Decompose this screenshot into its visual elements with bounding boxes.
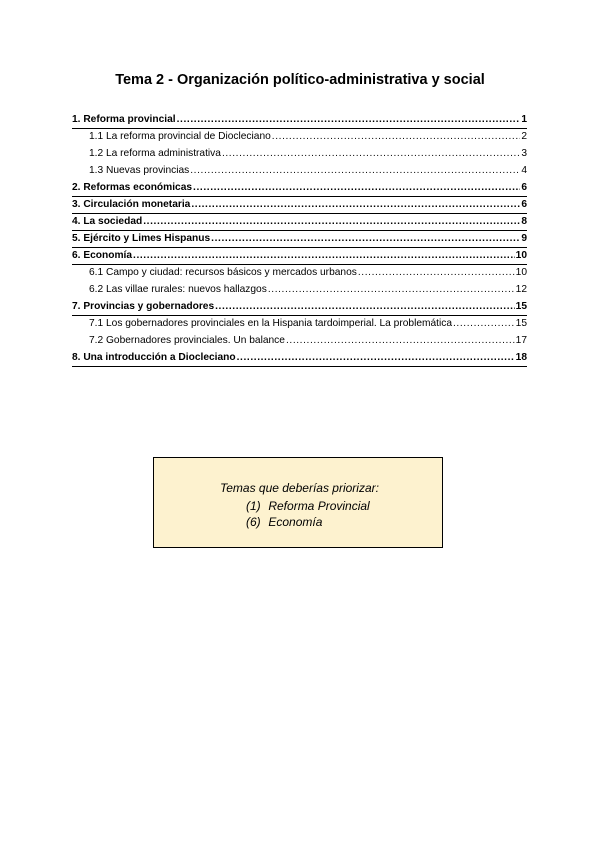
note-title: Temas que deberías priorizar: [220, 481, 379, 495]
toc-leader-dots [133, 248, 515, 264]
toc-subentry[interactable] [72, 265, 527, 282]
toc-entry-page: 3 [521, 148, 527, 159]
toc-entry-label: 6.2 Las villae rurales: nuevos hallazgos [89, 284, 267, 295]
toc-entry-label: 7. Provincias y gobernadores [72, 301, 215, 312]
toc-leader-dots [272, 129, 521, 145]
toc-subentry[interactable] [72, 316, 527, 333]
toc-entry-label: 5. Ejército y Limes Hispanus [72, 233, 211, 244]
priority-note-box [153, 457, 443, 548]
toc-entry-page: 6 [521, 199, 527, 210]
toc-entry[interactable] [72, 299, 527, 316]
page-title: Tema 2 - Organización político-administrativa y social [115, 72, 485, 88]
table-of-contents [72, 112, 527, 367]
toc-entry-page: 10 [515, 250, 527, 261]
toc-leader-dots [143, 214, 520, 230]
toc-entry-page: 9 [521, 233, 527, 244]
toc-entry-page: 10 [515, 267, 527, 278]
toc-subentry[interactable] [72, 282, 527, 299]
list-item [246, 514, 370, 530]
toc-entry-label: 7.2 Gobernadores provinciales. Un balance [89, 335, 285, 346]
toc-subentry[interactable] [72, 163, 527, 180]
toc-leader-dots [222, 146, 520, 162]
toc-entry-label: 2. Reformas económicas [72, 182, 193, 193]
toc-entry[interactable] [72, 214, 527, 231]
toc-entry[interactable] [72, 197, 527, 214]
toc-leader-dots [211, 231, 520, 247]
toc-entry-label: 8. Una introducción a Diocleciano [72, 352, 236, 363]
toc-entry-label: 1.2 La reforma administrativa [89, 148, 221, 159]
toc-entry-page: 4 [521, 165, 527, 176]
priority-topics-list [246, 498, 370, 530]
toc-leader-dots [286, 333, 515, 349]
toc-entry-page: 2 [521, 131, 527, 142]
toc-leader-dots [268, 282, 515, 298]
list-item-number: (1) [246, 499, 261, 513]
toc-entry[interactable] [72, 350, 527, 367]
list-item-number: (6) [246, 515, 261, 529]
toc-entry[interactable] [72, 248, 527, 265]
toc-entry-label: 7.1 Los gobernadores provinciales en la Hispania tardoimperial. La problemática [89, 318, 452, 329]
toc-leader-dots [358, 265, 515, 281]
toc-subentry[interactable] [72, 129, 527, 146]
toc-entry-page: 17 [515, 335, 527, 346]
list-item-text: Economía [268, 515, 323, 529]
toc-leader-dots [215, 299, 515, 315]
toc-entry-label: 1. Reforma provincial [72, 114, 176, 125]
toc-leader-dots [237, 350, 515, 366]
toc-entry-label: 3. Circulación monetaria [72, 199, 191, 210]
toc-leader-dots [193, 180, 520, 196]
toc-leader-dots [453, 316, 515, 332]
toc-entry-page: 15 [515, 301, 527, 312]
toc-entry-label: 6. Economía [72, 250, 133, 261]
toc-entry-page: 6 [521, 182, 527, 193]
toc-entry-page: 1 [521, 114, 527, 125]
toc-leader-dots [191, 197, 520, 213]
toc-entry-label: 1.1 La reforma provincial de Diocleciano [89, 131, 271, 142]
toc-entry-label: 6.1 Campo y ciudad: recursos básicos y mercados urbanos [89, 267, 357, 278]
toc-entry-page: 18 [515, 352, 527, 363]
toc-leader-dots [177, 112, 521, 128]
toc-entry[interactable] [72, 180, 527, 197]
toc-entry[interactable] [72, 112, 527, 129]
toc-entry-page: 12 [515, 284, 527, 295]
toc-entry-page: 8 [521, 216, 527, 227]
list-item [246, 498, 370, 514]
toc-entry-label: 1.3 Nuevas provincias [89, 165, 190, 176]
toc-subentry[interactable] [72, 333, 527, 350]
toc-entry[interactable] [72, 231, 527, 248]
toc-subentry[interactable] [72, 146, 527, 163]
toc-leader-dots [190, 163, 520, 179]
toc-entry-page: 15 [515, 318, 527, 329]
list-item-text: Reforma Provincial [268, 499, 370, 513]
toc-entry-label: 4. La sociedad [72, 216, 143, 227]
